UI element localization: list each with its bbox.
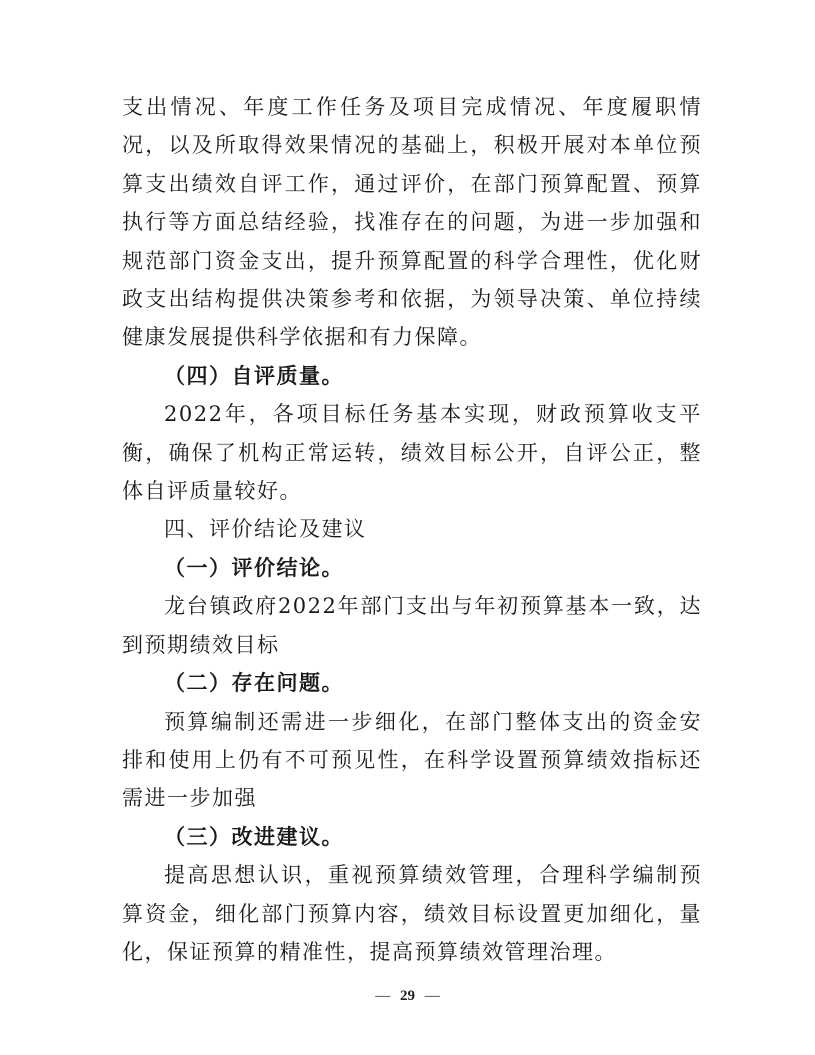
footer-dash-right: —: [424, 988, 440, 1004]
paragraph-suggestions: 提高思想认识，重视预算绩效管理，合理科学编制预算资金，细化部门预算内容，绩效目标设置更加细化，量化，保证预算的精准性，提高预算绩效管理治理。: [122, 863, 702, 964]
paragraph-problems: 预算编制还需进一步细化，在部门整体支出的资金安排和使用上仍有不可预见性，在科学设置预算绩效指标还需进一步加强: [122, 709, 702, 811]
paragraph-conclusion: 龙台镇政府2022年部门支出与年初预算基本一致，达到预期绩效目标: [122, 594, 702, 657]
paragraph-continuation: 支出情况、年度工作任务及项目完成情况、年度履职情况，以及所取得效果情况的基础上，积极开展对本单位预算支出绩效自评工作，通过评价，在部门预算配置、预算执行等方面总结经验，找准存在的问题，为进一步加强和规范部门资金支出，提升预算配置的科学合理性，优化财政支出结构提供决策参考和依据，为领导决策、单位持续健康发展提供科学依据和有力保障。: [122, 95, 702, 350]
subheading-existing-problems: （二）存在问题。: [164, 670, 344, 696]
section-heading-conclusion: 四、评价结论及建议: [164, 517, 367, 542]
page-body: [122, 88, 702, 971]
subheading-evaluation-conclusion: （一）评价结论。: [164, 554, 344, 580]
subheading-self-evaluation-quality: （四）自评质量。: [164, 362, 344, 388]
subheading-improvement-suggestions: （三）改进建议。: [164, 823, 344, 849]
page-footer: [0, 988, 815, 1005]
paragraph-quality: 2022年，各项目标任务基本实现，财政预算收支平衡，确保了机构正常运转，绩效目标公开，自评公正，整体自评质量较好。: [122, 402, 702, 504]
footer-dash-left: —: [375, 988, 391, 1004]
page-number: 29: [400, 988, 415, 1004]
